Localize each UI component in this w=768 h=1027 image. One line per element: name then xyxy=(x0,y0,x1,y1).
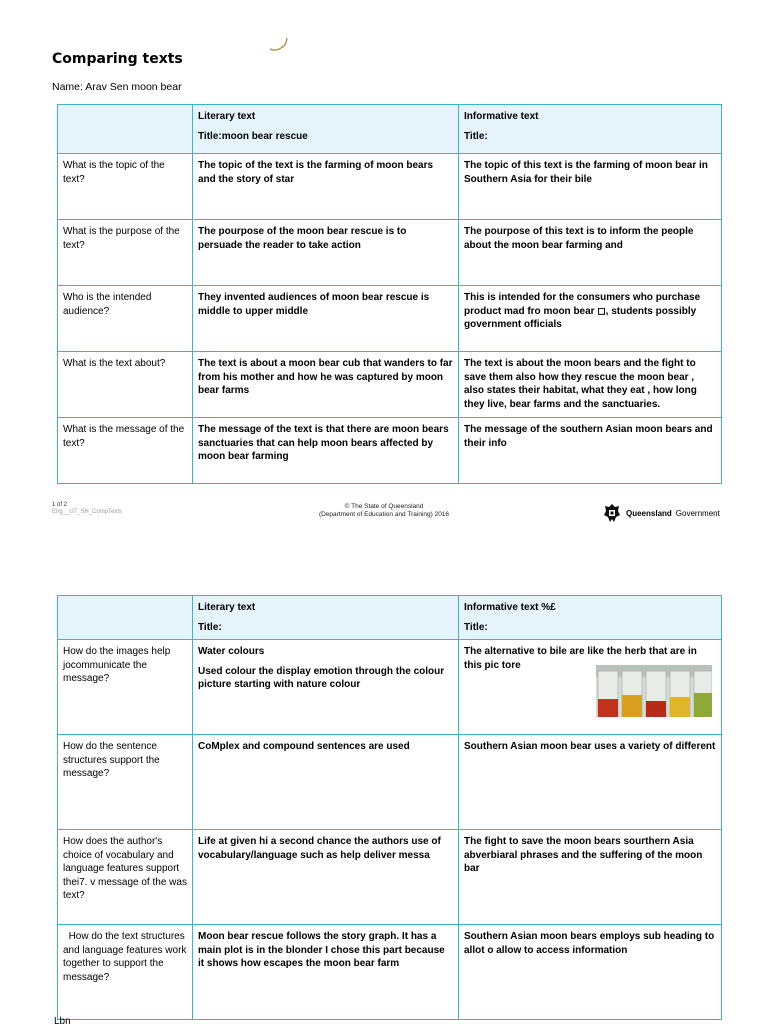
question-cell: How do the text structures and language features work together to support the message? xyxy=(58,925,193,1020)
bottles-photo-icon xyxy=(596,665,712,717)
informative-answer-cell xyxy=(459,640,722,735)
table-row xyxy=(58,220,722,286)
question-cell: How do the images help jocommunicate the message? xyxy=(58,640,193,735)
question-cell: How does the author's choice of vocabulary and language features support thei7. v message of the was text? xyxy=(58,830,193,925)
literary-answer-cell: CoMplex and compound sentences are used xyxy=(193,735,459,830)
literary-answer-cell: Life at given hi a second chance the authors use of vocabulary/language such as help deliver messa xyxy=(193,830,459,925)
logo-text: Government xyxy=(675,508,720,518)
copyright-line: (Department of Education and Training) 2016 xyxy=(318,511,450,518)
header-literary-cell xyxy=(193,105,459,154)
table-header-row xyxy=(58,105,722,154)
literary-label: Literary text xyxy=(198,602,256,613)
copyright-line: © The State of Queensland xyxy=(344,503,424,510)
herbal-jars-image xyxy=(596,665,712,717)
header-blank-cell xyxy=(58,105,193,154)
informative-answer-cell: The message of the southern Asian moon bears and their info xyxy=(459,418,722,484)
table-row xyxy=(58,352,722,418)
question-cell: What is the message of the text? xyxy=(58,418,193,484)
name-field: Name: Arav Sen moon bear xyxy=(52,81,182,93)
informative-title: Title: xyxy=(464,130,488,142)
literary-answer-line: Water colours xyxy=(198,646,265,657)
table-header-row xyxy=(58,596,722,640)
table-row xyxy=(58,830,722,925)
table-row xyxy=(58,154,722,220)
informative-answer-text: The alternative to bile are like the herb that are in this pic tore xyxy=(464,646,697,671)
table-row xyxy=(58,418,722,484)
literary-title: Title: xyxy=(198,621,222,633)
informative-title: Title: xyxy=(464,621,488,633)
government-logo xyxy=(602,503,720,523)
question-cell: What is the text about? xyxy=(58,352,193,418)
comparison-table-1 xyxy=(57,104,722,484)
handwritten-fragment: Lbn xyxy=(54,1016,71,1027)
document-code: Eng__U7_SH_CompTexts xyxy=(52,509,123,515)
informative-answer-cell: The pourpose of this text is to inform the people about the moon bear farming and xyxy=(459,220,722,286)
literary-answer-line: Used colour the display emotion through the colour picture starting with nature colour xyxy=(198,665,445,690)
literary-answer-cell: Moon bear rescue follows the story graph. It has a main plot is in the blonder I chose this part because it shows how escapes the moon bear farm xyxy=(193,925,459,1020)
informative-label: Informative text %£ xyxy=(464,602,556,613)
table-row xyxy=(58,925,722,1020)
literary-title: Title:moon bear rescue xyxy=(198,130,308,142)
literary-answer-cell: The topic of the text is the farming of moon bears and the story of star xyxy=(193,154,459,220)
handwritten-mark-icon xyxy=(268,36,290,52)
informative-answer-cell: Southern Asian moon bears employs sub heading to allot o allow to access information xyxy=(459,925,722,1020)
question-cell: Who is the intended audience? xyxy=(58,286,193,352)
copyright-notice xyxy=(300,503,468,519)
informative-answer-cell: The text is about the moon bears and the fight to save them also how they rescue the moon bear , also states their habitat, what they eat , how long they live, bear farms and the sanctuaries. xyxy=(459,352,722,418)
question-cell: What is the purpose of the text? xyxy=(58,220,193,286)
informative-answer-cell: This is intended for the consumers who purchase product mad fro moon bear ◻, students possibly government officials xyxy=(459,286,722,352)
comparison-table-2 xyxy=(57,595,722,1020)
header-informative-cell xyxy=(459,105,722,154)
informative-label: Informative text xyxy=(464,111,539,122)
literary-answer-cell: They invented audiences of moon bear rescue is middle to upper middle xyxy=(193,286,459,352)
literary-answer-cell: The pourpose of the moon bear rescue is to persuade the reader to take action xyxy=(193,220,459,286)
question-cell: How do the sentence structures support the message? xyxy=(58,735,193,830)
page-title: Comparing texts xyxy=(52,51,183,67)
literary-label: Literary text xyxy=(198,111,256,122)
informative-answer-cell: The topic of this text is the farming of moon bear in Southern Asia for their bile xyxy=(459,154,722,220)
table-row xyxy=(58,640,722,735)
header-informative-cell xyxy=(459,596,722,640)
table-row xyxy=(58,286,722,352)
page-number: 1 of 2 xyxy=(52,502,68,508)
question-cell: What is the topic of the text? xyxy=(58,154,193,220)
informative-answer-cell: The fight to save the moon bears sourthern Asia abverbiaral phrases and the suffering of the moon bar xyxy=(459,830,722,925)
informative-answer-cell: Southern Asian moon bear uses a variety of different xyxy=(459,735,722,830)
logo-text-bold: Queensland xyxy=(626,508,672,518)
literary-answer-cell xyxy=(193,640,459,735)
literary-answer-cell: The message of the text is that there are moon bears sanctuaries that can help moon bears affected by moon bear farming xyxy=(193,418,459,484)
crest-icon xyxy=(602,503,622,523)
page-footer-left xyxy=(52,502,122,516)
header-literary-cell xyxy=(193,596,459,640)
literary-answer-cell: The text is about a moon bear cub that wanders to far from his mother and how he was captured by moon bear farms xyxy=(193,352,459,418)
table-row xyxy=(58,735,722,830)
header-blank-cell xyxy=(58,596,193,640)
